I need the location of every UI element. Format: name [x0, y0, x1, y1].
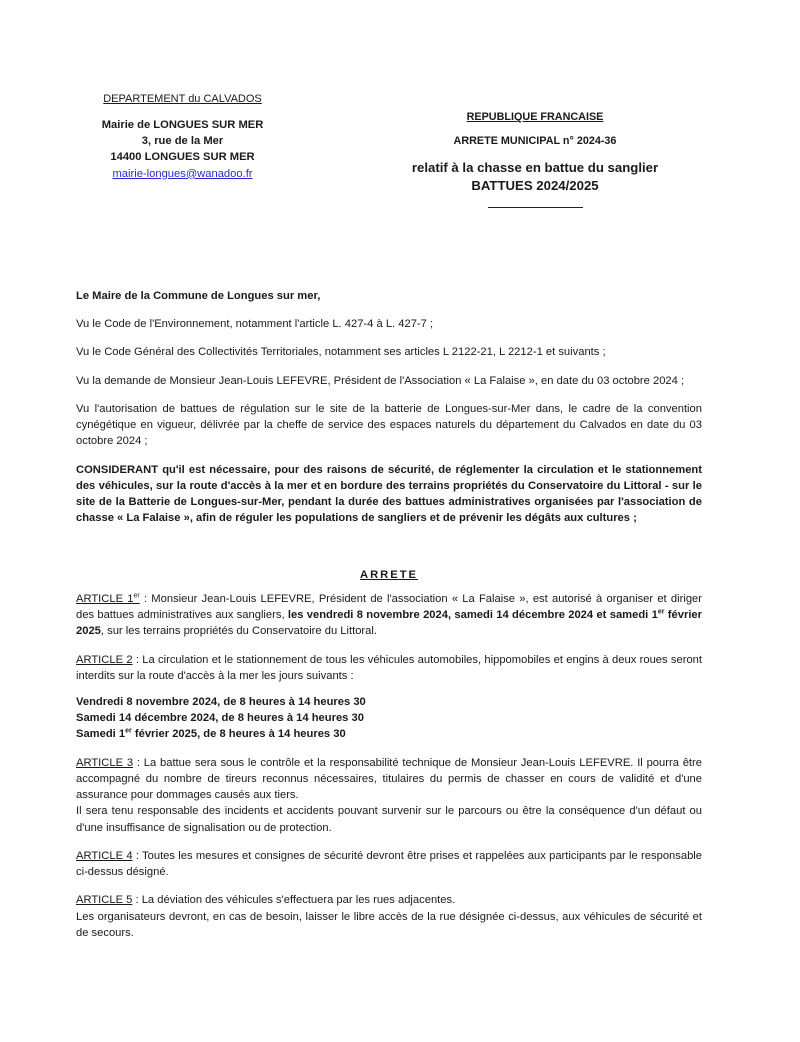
article-1-dates-b: février 2025 — [76, 609, 703, 638]
mairie-email-link[interactable]: mairie-longues@wanadoo.fr — [112, 167, 253, 180]
article-5-label: ARTICLE 5 — [76, 894, 133, 907]
document-body — [76, 288, 702, 941]
closure-date-1: Vendredi 8 novembre 2024, de 8 heures à 14 heures 30 — [76, 695, 366, 708]
closure-date-2: Samedi 14 décembre 2024, de 8 heures à 14 heures 30 — [76, 712, 364, 725]
article-1-label — [76, 593, 140, 605]
article-1-text-b: , sur les terrains propriétés du Conservatoire du Littoral. — [100, 625, 377, 638]
article-3-label: ARTICLE 3 — [76, 756, 134, 769]
mairie-name: Mairie de LONGUES SUR MER — [101, 118, 264, 131]
arrete-heading-text: ARRETE — [360, 568, 418, 581]
mairie-city: 14400 LONGUES SUR MER — [110, 151, 255, 164]
closure-date-3-a: Samedi 1 — [76, 728, 126, 741]
article-1-text-a: : Monsieur Jean-Louis LEFEVRE, Président de l'association « La Falaise », est autorisé à organiser et diriger des battues administratives aux sangliers, — [76, 592, 702, 622]
maire-intro: Le Maire de la Commune de Longues sur mer, — [76, 290, 321, 302]
vu-environnement: Vu le Code de l'Environnement, notamment l'article L. 427-4 à L. 427-7 ; — [76, 318, 434, 331]
article-1-dates-a: les vendredi 8 novembre 2024, samedi 14 décembre 2024 et samedi 1 — [287, 609, 658, 622]
republic-heading: REPUBLIQUE FRANCAISE — [466, 111, 604, 123]
mairie-address: 3, rue de la Mer — [141, 135, 224, 148]
article-1-label-text: ARTICLE 1 — [76, 592, 134, 605]
closure-date-3 — [76, 726, 702, 742]
department-name: DEPARTEMENT du CALVADOS — [103, 93, 262, 105]
subject-line-1: relatif à la chasse en battue du sanglier — [411, 160, 659, 176]
closure-date-3-b: février 2025, de 8 heures à 14 heures 30 — [131, 728, 346, 741]
arrete-number: ARRETE MUNICIPAL n° 2024-36 — [453, 134, 617, 147]
article-2 — [76, 652, 702, 684]
article-2-label: ARTICLE 2 — [76, 653, 133, 666]
article-5-text: : La déviation des véhicules s'effectuera par les rues adjacentes. — [132, 894, 456, 907]
article-4-text: : Toutes les mesures et consignes de sécurité devront être prises et rappelées aux participants par le responsable ci-dessus désigné. — [76, 849, 703, 879]
article-4-label: ARTICLE 4 — [76, 849, 133, 862]
article-4 — [76, 848, 702, 880]
subject-line-2: BATTUES 2024/2025 — [471, 178, 599, 194]
article-1 — [76, 591, 702, 640]
article-2-text: : La circulation et le stationnement de tous les véhicules automobiles, hippomobiles et engins à deux roues seront interdits sur la route d'accès à la mer les jours suivants : — [76, 653, 702, 682]
article-5-access: Les organisateurs devront, en cas de besoin, laisser le libre accès de la rue désignée ci-dessus, aux véhicules de sécurité et de secours. — [76, 910, 702, 939]
article-1-dates-sup: er — [657, 608, 665, 616]
closure-dates-list — [76, 694, 702, 743]
article-3-responsibility: Il sera tenu responsable des incidents et accidents pouvant survenir sur le parcours ou être la conséquence d'un défaut ou d'une insuffisance de signalisation ou de protection. — [76, 805, 702, 834]
considerant-paragraph: CONSIDERANT qu'il est nécessaire, pour des raisons de sécurité, de réglementer la circulation et le stationnement des véhicules, sur la route d'accès à la mer et en bordure des terrains propriétés du Conservatoire du Littoral - sur le site de la Batterie de Longues-sur-Mer, pendant la durée des battues administratives organisées par l'association de chasse « La Falaise », afin de réguler les populations de sangliers et de prévenir les dégâts aux cultures ; — [76, 463, 702, 525]
title-block — [370, 110, 700, 208]
article-1-label-sup: er — [133, 592, 140, 600]
vu-autorisation: Vu l'autorisation de battues de régulation sur le site de la batterie de Longues-sur-Mer dans, le cadre de la convention cynégétique en vigueur, délivrée par la cheffe de service des espaces naturels du département du Calvados en date du 03 octobre 2024 ; — [76, 402, 702, 448]
article-3-text: : La battue sera sous le contrôle et la responsabilité technique de Monsieur Jean-Louis LEFEVRE. Il pourra être accompagné du nombre de tireurs reconnus nécessaires, titulaires du permis de chasser en cours de validité et d'une assurance pour dommages causés aux tiers. — [76, 756, 702, 802]
article-3 — [76, 755, 702, 804]
sender-block — [70, 92, 295, 182]
vu-demande: Vu la demande de Monsieur Jean-Louis LEFEVRE, Président de l'Association « La Falaise », en date du 03 octobre 2024 ; — [76, 374, 685, 387]
article-5 — [76, 892, 702, 908]
closure-date-3-sup: er — [125, 727, 132, 735]
title-underline-rule — [488, 207, 583, 208]
arrete-heading — [76, 567, 702, 583]
vu-collectivites: Vu le Code Général des Collectivités Territoriales, notamment ses articles L 2122-21, L 2212-1 et suivants ; — [76, 346, 606, 359]
